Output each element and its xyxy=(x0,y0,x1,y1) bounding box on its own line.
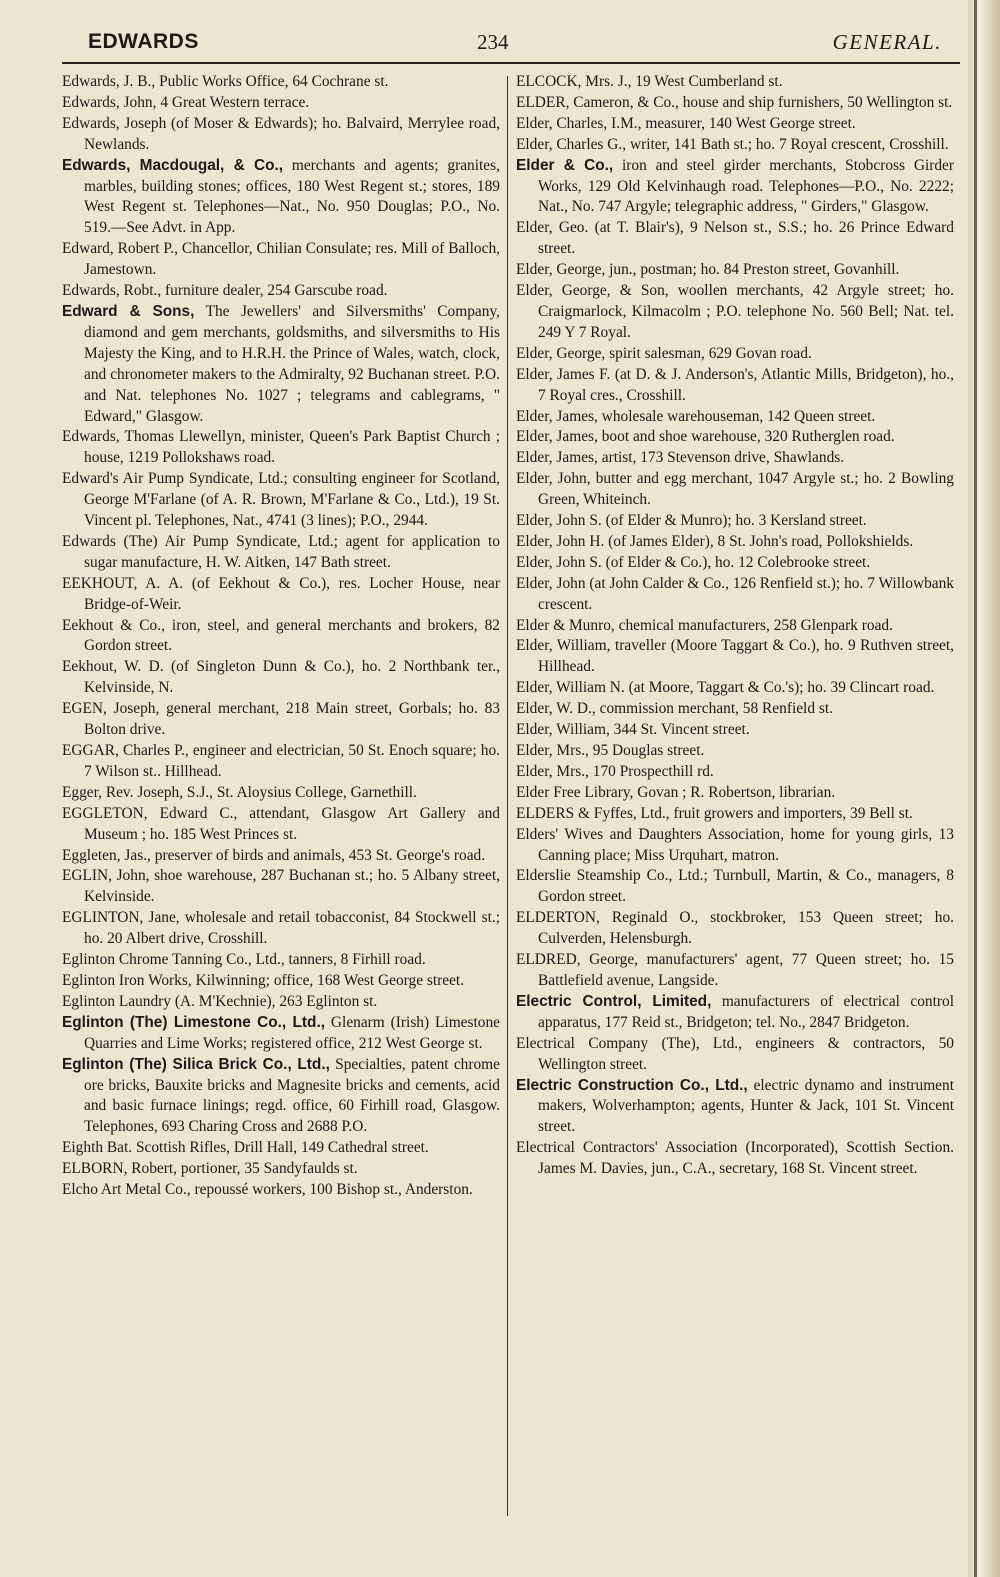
entry-name: Eglinton Iron Works, xyxy=(62,971,192,989)
entry-name: ELDRED, George, xyxy=(516,951,639,969)
entry-details: spirit salesman, 629 Govan road. xyxy=(609,344,812,362)
entry-details: house and ship furnishers, 50 Wellington st. xyxy=(682,93,953,111)
directory-entry xyxy=(62,846,500,867)
entry-details: engineer and electrician, 50 St. Enoch square; ho. 7 Wilson st.. Hillhead. xyxy=(84,742,500,780)
entry-details: merchants and agents; granites, marbles, building stones; offices, 180 West Regent st.; stores, 189 West Regent st. Telephones—Nat., No. 950 Douglas; P.O., No. 519.—See Advt. in App. xyxy=(84,156,500,237)
entry-details: preserver of birds and animals, 453 St. George's road. xyxy=(154,846,486,864)
entry-name: Elder, Geo. xyxy=(516,219,589,237)
directory-entry xyxy=(516,469,954,511)
entry-name: Eglinton (The) Silica Brick Co., Ltd., xyxy=(62,1055,330,1073)
directory-entry xyxy=(62,992,500,1013)
directory-entry xyxy=(62,971,500,992)
directory-entry xyxy=(516,825,954,867)
directory-entry xyxy=(62,616,500,658)
entry-details: iron and steel girder merchants, Stobcross Girder Works, 129 Old Kelvinhaugh road. Telephones—P.O., No. 2222; Nat., No. 747 Argyle; telegraphic address, " Girders," Glasgow. xyxy=(538,156,954,216)
entry-name: ELBORN, Robert, xyxy=(62,1160,177,1178)
entry-name: Elder, James, xyxy=(516,407,598,425)
entry-name: Edwards, Joseph xyxy=(62,114,167,132)
page-edge xyxy=(968,0,1000,1577)
directory-entry xyxy=(62,783,500,804)
entry-details: (of Eekhout & Co.), res. Locher House, near Bridge-of-Weir. xyxy=(84,574,501,613)
entry-name: Elder & Munro, xyxy=(516,616,615,634)
entry-name: Elder, W. D., xyxy=(516,700,596,718)
directory-entry xyxy=(516,427,954,448)
directory-entry xyxy=(516,72,954,93)
entry-name: EGGAR, Charles P., xyxy=(62,742,189,759)
entry-details: shoe warehouse, 287 Buchanan st.; ho. 5 Albany street, Kelvinside. xyxy=(84,867,500,906)
directory-entry xyxy=(516,1076,954,1139)
entry-name: Elder, John xyxy=(516,574,586,592)
entry-details: Specialties, patent chrome ore bricks, Bauxite bricks and Magnesite bricks and cements, acid and basic furnace linings; regd. office, 60 Firhill road, Glasgow. Telephones, 693 Charing Cross and 2688 P.O. xyxy=(84,1055,500,1136)
entry-name: EGLIN, John, xyxy=(62,867,150,885)
directory-entry xyxy=(62,1013,500,1055)
entry-name: ELDERTON, Reginald O., xyxy=(516,909,699,927)
section-title: GENERAL. xyxy=(832,30,942,54)
entry-name: Eggleten, Jas., xyxy=(62,846,151,864)
entry-details: (of Moser & Edwards); ho. Balvaird, Merrylee road, Newlands. xyxy=(84,114,500,153)
entry-details: (at D. & J. Anderson's, Atlantic Mills, Bridgeton), ho., 7 Royal cres., Crosshill. xyxy=(538,365,955,404)
directory-entry xyxy=(516,1034,954,1076)
directory-entry xyxy=(62,1138,500,1159)
directory-entry xyxy=(516,448,954,469)
entry-name: Elder, George, & Son, xyxy=(516,282,669,300)
directory-entry xyxy=(516,344,954,365)
entry-name: Edwards, Macdougal, & Co., xyxy=(62,156,284,174)
entry-name: Elder, George, xyxy=(516,344,606,362)
directory-entry xyxy=(516,616,954,637)
entry-name: Eglinton (The) Limestone Co., Ltd., xyxy=(62,1013,326,1031)
directory-entry xyxy=(62,574,500,616)
entry-details: Chrome Tanning Co., Ltd., tanners, 8 Firhill road. xyxy=(118,951,426,969)
entry-details: iron, steel, and general merchants and brokers, 82 Gordon street. xyxy=(84,616,500,655)
entry-name: Eglinton Laundry xyxy=(62,992,171,1010)
entry-details: (of Elder & Munro); ho. 3 Kersland street. xyxy=(605,512,867,530)
entry-details: Air Pump Syndicate, Ltd.; consulting engineer for Scotland, George M'Farlane (of A. R. Brown, M'Farlane & Co., Ltd.), 19 St. Vincent pl. Telephones, Nat., 4741 (3 lines); P.O., 2944. xyxy=(84,470,501,530)
entry-name: Eekhout, W. D. xyxy=(62,658,164,676)
entry-details: chemical manufacturers, 258 Glenpark road. xyxy=(618,616,893,634)
entry-name: Elder, John, xyxy=(516,470,591,488)
directory-entry xyxy=(516,553,954,574)
directory-entry xyxy=(516,218,954,260)
entry-details: furniture dealer, 254 Garscube road. xyxy=(165,282,388,300)
entry-details: 4 Great Western terrace. xyxy=(160,93,310,111)
entry-name: EGEN, Joseph, xyxy=(62,700,160,718)
entry-details: Air Pump Syndicate, Ltd.; agent for application to sugar manufacture, H. W. Aitken, 147 Bath street. xyxy=(84,532,501,571)
entry-details: minister, Queen's Park Baptist Church ; house, 1219 Pollokshaws road. xyxy=(84,428,500,467)
directory-entry xyxy=(62,114,500,156)
entry-name: Electrical Contractors' xyxy=(516,1139,658,1157)
entry-name: ELCOCK, Mrs. J., xyxy=(516,73,632,90)
directory-entry xyxy=(516,720,954,741)
entry-name: Eighth xyxy=(62,1139,104,1157)
entry-name: Egger, Rev. Joseph, xyxy=(62,783,184,801)
entry-name: Eglinton xyxy=(62,951,116,969)
entry-name: EEKHOUT, A. A. xyxy=(62,574,184,592)
entry-details: woollen merchants, 42 Argyle street; ho. Craigmarlock, Kilmacolm ; P.O. telephone No. 560 Bell; Nat. tel. 249 Y 7 Royal. xyxy=(538,282,955,341)
directory-entry xyxy=(516,93,954,114)
entry-details: The Jewellers' and Silversmiths' Company, diamond and gem merchants, goldsmiths, and silversmiths to His Majesty the King, and to H.R.H. the Prince of Wales, watch, clock, and chronometer makers to the Admiralty, 92 Buchanan street. P.O. and Nat. telephones No. 1027 ; telegrams and cablegrams, " Edward," Glasgow. xyxy=(84,302,500,425)
directory-entry xyxy=(516,114,954,135)
entry-name: Eekhout & Co., xyxy=(62,616,165,634)
entry-name: Elcho xyxy=(62,1181,98,1199)
entry-name: Elder, John H. xyxy=(516,532,605,550)
entry-name: Elder, George, jun., xyxy=(516,261,637,279)
entry-details: (of Singleton Dunn & Co.), ho. 2 Northbank ter., Kelvinside, N. xyxy=(84,658,500,697)
directory-entry xyxy=(62,1159,500,1180)
entry-name: Elder, James F. xyxy=(516,365,611,383)
directory-entry xyxy=(516,992,954,1034)
directory-entry xyxy=(516,783,954,804)
entry-details: (at Moore, Taggart & Co.'s); ho. 39 Clincart road. xyxy=(628,679,935,697)
entry-details: 95 Douglas street. xyxy=(592,742,705,759)
header-rule xyxy=(62,62,960,64)
entry-details: attendant, Glasgow Art Gallery and Museum ; ho. 185 West Princes st. xyxy=(84,804,500,843)
entry-name: Elder, Mrs., xyxy=(516,742,589,759)
entry-details: Steamship Co., Ltd.; Turnbull, Martin, & Co., managers, 8 Gordon street. xyxy=(538,867,954,906)
entry-details: commission merchant, 58 Renfield st. xyxy=(599,700,833,718)
directory-entry xyxy=(516,281,954,344)
directory-entry xyxy=(62,469,500,532)
entry-details: (at John Calder & Co., 126 Renfield st.); ho. 7 Willowbank crescent. xyxy=(538,574,954,613)
entry-name: Edwards, John, xyxy=(62,93,157,111)
entry-name: Edwards, J. B., xyxy=(62,73,156,90)
entry-details: boot and shoe warehouse, 320 Rutherglen road. xyxy=(601,428,895,446)
directory-entry xyxy=(62,156,500,240)
entry-details: Chancellor, Chilian Consulate; res. Mill of Balloch, Jamestown. xyxy=(84,240,500,279)
directory-entry xyxy=(62,741,500,783)
entry-details: Public Works Office, 64 Cochrane st. xyxy=(159,73,389,90)
entry-details: butter and egg merchant, 1047 Argyle st.; ho. 2 Bowling Green, Whiteinch. xyxy=(538,470,954,509)
directory-entry xyxy=(516,741,954,762)
entry-name: Elder, Mrs., xyxy=(516,762,589,780)
entry-details: stockbroker, 153 Queen street; ho. Culverden, Helensburgh. xyxy=(538,909,954,948)
entry-name: Elder, Charles G., xyxy=(516,135,627,153)
directory-entry xyxy=(62,239,500,281)
entry-name: Elder, Charles, xyxy=(516,114,608,132)
directory-entry xyxy=(516,699,954,720)
entry-details: Glenarm (Irish) Limestone Quarries and Lime Works; registered office, 212 West George st. xyxy=(84,1013,501,1052)
entry-details: Free Library, Govan ; R. Robertson, librarian. xyxy=(553,783,836,801)
directory-entry xyxy=(516,908,954,950)
entry-details: postman; ho. 84 Preston street, Govanhill. xyxy=(640,261,900,279)
entry-name: Elder xyxy=(516,783,550,801)
entry-name: EGLINTON, Jane, xyxy=(62,909,180,927)
entry-details: traveller (Moore Taggart & Co.), ho. 9 Ruthven street, Hillhead. xyxy=(538,637,954,676)
entry-details: manufacturers of electrical control apparatus, 177 Reid st., Bridgeton; tel. No., 2847 Bridgeton. xyxy=(538,992,954,1031)
entry-name: Elder, James, xyxy=(516,428,598,446)
left-column xyxy=(62,72,500,1201)
entry-name: EGGLETON, Edward C., xyxy=(62,804,238,822)
entry-details: I.M., measurer, 140 West George street. xyxy=(611,114,856,132)
directory-entry xyxy=(62,1180,500,1201)
directory-entry xyxy=(62,908,500,950)
running-head: EDWARDS xyxy=(88,30,199,53)
directory-entry xyxy=(62,950,500,971)
directory-entry xyxy=(516,407,954,428)
entry-details: engineers & contractors, 50 Wellington street. xyxy=(538,1034,954,1073)
entry-name: Elders' xyxy=(516,825,559,843)
directory-entry xyxy=(62,302,500,427)
entry-details: wholesale warehouseman, 142 Queen street. xyxy=(601,407,876,425)
entry-name: Electric Control, Limited, xyxy=(516,992,712,1010)
entry-details: (A. M'Kechnie), 263 Eglinton st. xyxy=(174,992,378,1010)
column-divider xyxy=(507,76,508,1516)
directory-entry xyxy=(516,511,954,532)
entry-name: Elder, James, xyxy=(516,449,598,467)
entry-name: Edwards, Thomas Llewellyn, xyxy=(62,428,246,446)
directory-entry xyxy=(62,93,500,114)
directory-entry xyxy=(62,72,500,93)
directory-entry xyxy=(62,427,500,469)
entry-details: electric dynamo and instrument makers, Wolverhampton; agents, Hunter & Jack, 101 St. Vincent street. xyxy=(538,1076,954,1136)
entry-name: Edwards, Robt., xyxy=(62,282,162,300)
entry-details: 344 St. Vincent street. xyxy=(613,721,750,739)
page-header xyxy=(62,28,942,62)
directory-entry xyxy=(516,574,954,616)
directory-entry xyxy=(62,532,500,574)
entry-name: Electrical Company (The), Ltd., xyxy=(516,1034,742,1052)
entry-details: 170 Prospecthill rd. xyxy=(592,762,714,780)
directory-entry xyxy=(516,135,954,156)
entry-name: Elder & Co., xyxy=(516,156,614,174)
entry-name: Elder, William, xyxy=(516,721,610,739)
entry-details: artist, 173 Stevenson drive, Shawlands. xyxy=(601,449,845,467)
directory-entry xyxy=(516,678,954,699)
directory-entry xyxy=(516,950,954,992)
directory-entry xyxy=(516,365,954,407)
entry-details: S.J., St. Aloysius College, Garnethill. xyxy=(186,783,417,801)
directory-entry xyxy=(516,1138,954,1180)
directory-entry xyxy=(516,636,954,678)
entry-details: (at T. Blair's), 9 Nelson st., S.S.; ho. 26 Prince Edward street. xyxy=(538,219,954,258)
entry-name: Elder, William N. xyxy=(516,679,625,697)
directory-entry xyxy=(516,804,954,825)
directory-entry xyxy=(62,866,500,908)
directory-entry xyxy=(62,699,500,741)
directory-entry xyxy=(516,532,954,553)
entry-details: general merchant, 218 Main street, Gorbals; ho. 83 Bolton drive. xyxy=(84,700,500,739)
directory-entry xyxy=(516,156,954,219)
directory-entry xyxy=(62,1055,500,1139)
entry-details: Art Metal Co., repoussé workers, 100 Bishop st., Anderston. xyxy=(100,1181,473,1199)
entry-name: Elder, John S. xyxy=(516,553,602,571)
entry-details: portioner, 35 Sandyfaulds st. xyxy=(180,1160,358,1178)
entry-name: Edward & Sons, xyxy=(62,302,195,320)
entry-details: manufacturers' agent, 77 Queen street; ho. 15 Battlefield avenue, Langside. xyxy=(538,951,954,989)
entry-details: (of Elder & Co.), ho. 12 Colebrooke street. xyxy=(605,553,871,571)
directory-entry xyxy=(516,762,954,783)
entry-details: wholesale and retail tobacconist, 84 Stockwell st.; ho. 20 Albert drive, Crosshill. xyxy=(84,909,500,948)
entry-name: Electric Construction Co., Ltd., xyxy=(516,1076,748,1094)
directory-entry xyxy=(516,260,954,281)
entry-details: writer, 141 Bath st.; ho. 7 Royal crescent, Crosshill. xyxy=(629,135,949,153)
entry-name: Elderslie xyxy=(516,867,571,885)
directory-entry xyxy=(62,657,500,699)
entry-details: Kilwinning; office, 168 West George street. xyxy=(195,971,465,989)
entry-details: fruit growers and importers, 39 Bell st. xyxy=(673,804,913,822)
directory-entry xyxy=(516,866,954,908)
entry-details: Wives and Daughters Association, home for young girls, 13 Canning place; Miss Urquhart, matron. xyxy=(538,825,954,864)
entry-name: ELDER, Cameron, & Co., xyxy=(516,93,679,111)
entry-details: 19 West Cumberland st. xyxy=(635,73,783,90)
directory-entry xyxy=(62,804,500,846)
page-number: 234 xyxy=(477,30,509,54)
entry-name: Elder, John S. xyxy=(516,512,602,530)
entry-name: Edward, Robert P., xyxy=(62,240,178,258)
entry-name: ELDERS & Fyffes, Ltd., xyxy=(516,804,670,822)
right-column xyxy=(516,72,954,1180)
entry-details: Bat. Scottish Rifles, Drill Hall, 149 Cathedral street. xyxy=(106,1139,429,1157)
entry-details: (of James Elder), 8 St. John's road, Pollokshields. xyxy=(608,532,914,550)
entry-details: Association (Incorporated), Scottish Section. James M. Davies, jun., C.A., secretary, 168 St. Vincent street. xyxy=(538,1139,954,1178)
entry-name: Elder, William, xyxy=(516,637,611,655)
entry-name: Edward's xyxy=(62,470,119,488)
directory-entry xyxy=(62,281,500,302)
entry-name: Edwards (The) xyxy=(62,532,158,550)
